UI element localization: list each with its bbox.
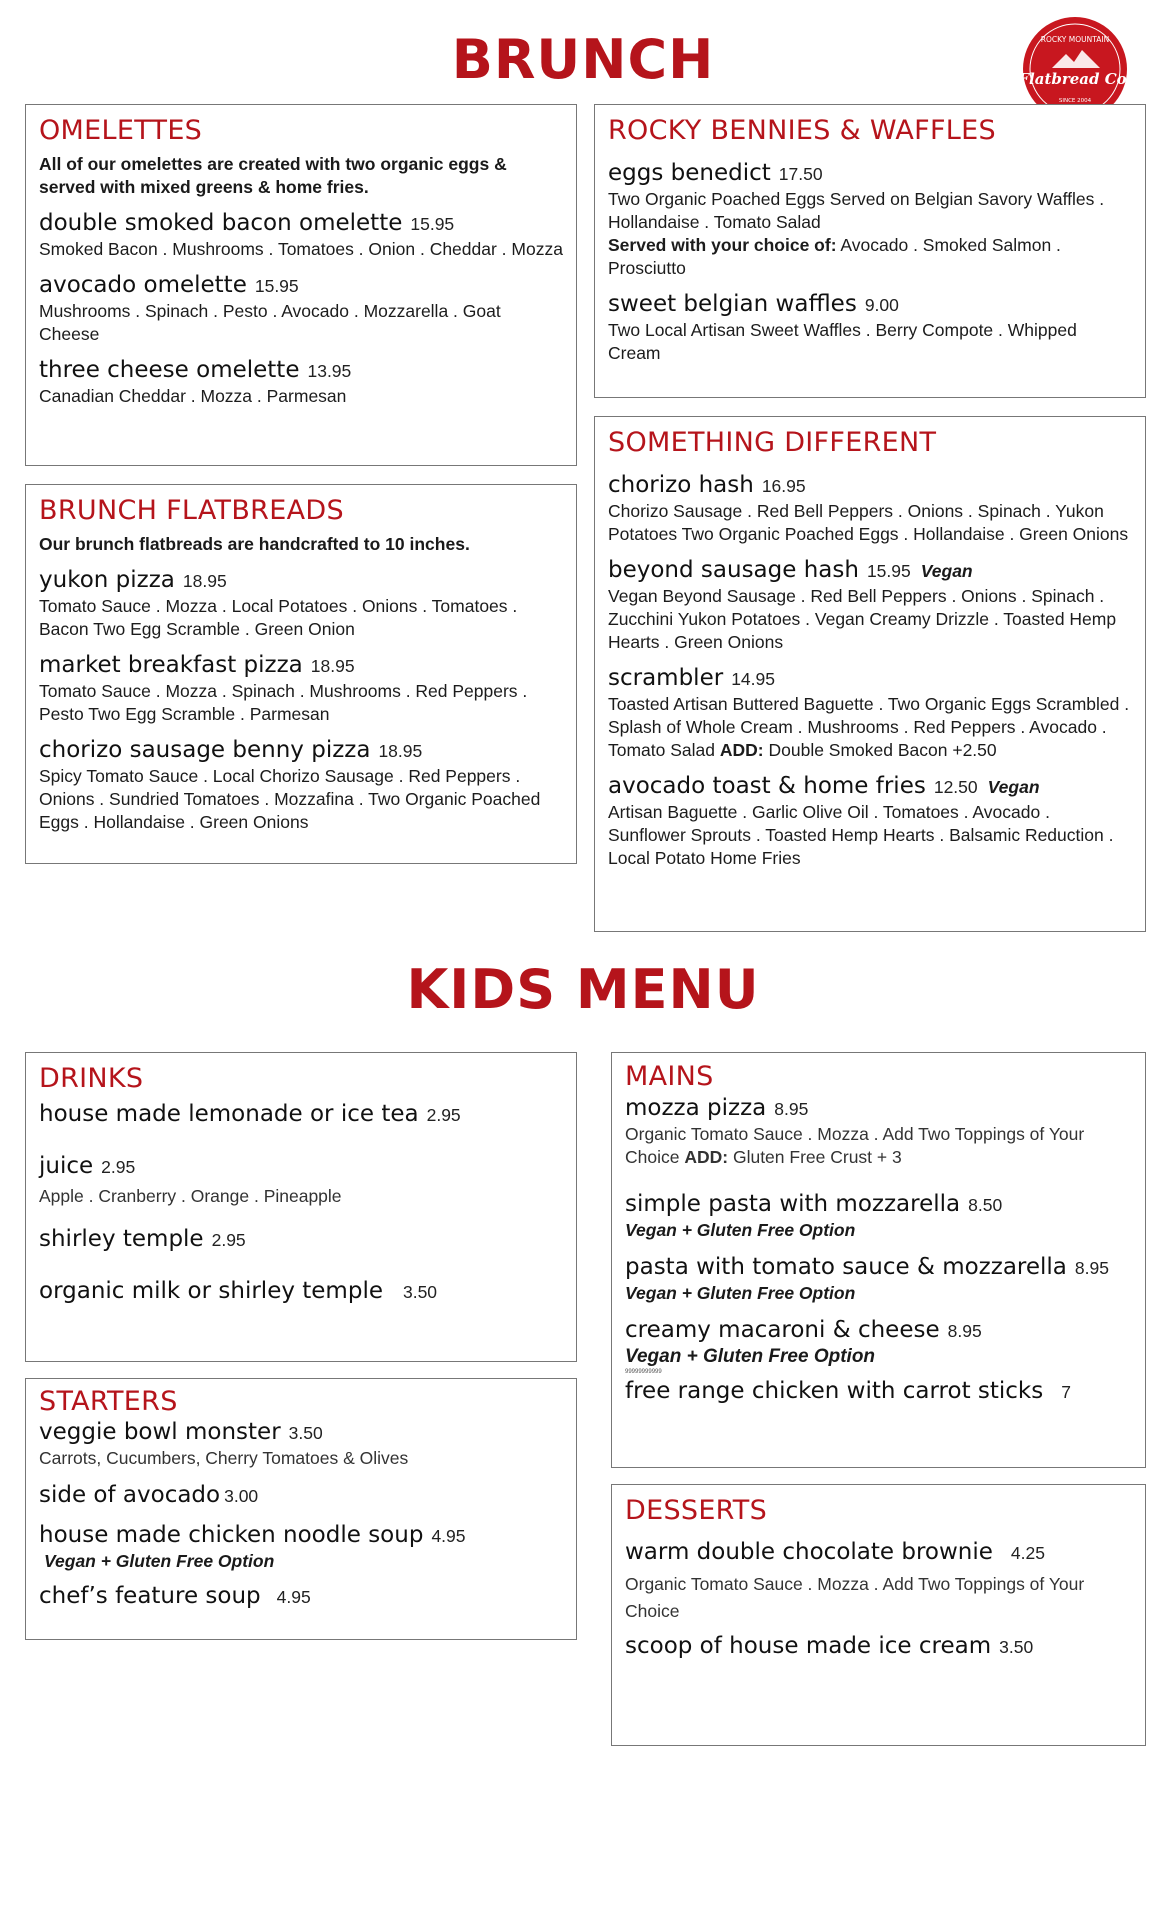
item-price: 18.95 [378,741,423,761]
svg-text:SINCE 2004: SINCE 2004 [1058,98,1092,104]
item-price: 2.95 [211,1230,246,1250]
item-name: beyond sausage hash [608,557,859,583]
item-price: 9.00 [864,295,899,315]
item-name: side of avocado [39,1482,221,1508]
item-name: market breakfast pizza [39,652,303,678]
kids-menu-title: KIDS MENU [406,958,760,1021]
item-price: 3.00 [224,1486,259,1506]
menu-item [39,1520,563,1573]
item-price: 8.95 [774,1099,809,1119]
item-name: simple pasta with mozzarella [625,1191,961,1217]
menu-item [39,1417,563,1470]
item-description: Canadian Cheddar . Mozza . Parmesan [39,386,347,406]
item-name: mozza pizza [625,1095,767,1121]
item-price: 16.95 [761,476,806,496]
item-price: 8.95 [1074,1258,1109,1278]
item-description: Spicy Tomato Sauce . Local Chorizo Sausage . Red Peppers . Onions . Sundried Tomatoes . Mozzafina . Two Organic Poached Eggs . Hollandaise . Green Onions [39,766,541,832]
item-description: Chorizo Sausage . Red Bell Peppers . Onions . Spinach . Yukon Potatoes Two Organic Poached Eggs . Hollandaise . Green Onions [608,501,1129,544]
item-name: juice [39,1153,94,1179]
item-price: 15.95 [866,561,911,581]
section-heading: BRUNCH FLATBREADS [39,495,344,526]
menu-item [39,208,563,261]
item-description: Artisan Baguette . Garlic Olive Oil . Tomatoes . Avocado . Sunflower Sprouts . Toasted Hemp Hearts . Balsamic Reduction . Local Potato Home Fries [608,802,1114,868]
section-heading: OMELETTES [39,115,203,146]
section-heading: STARTERS [39,1386,178,1417]
drinks-section [25,1052,577,1362]
item-price: 7 [1061,1382,1071,1402]
menu-item [39,1480,563,1510]
section-intro: Our brunch flatbreads are handcrafted to 10 inches. [39,534,470,554]
menu-item [39,1224,563,1254]
item-description: Organic Tomato Sauce . Mozza . Add Two Toppings of Your Choice [625,1574,1085,1621]
menu-item [608,555,1132,654]
menu-item [608,158,1132,280]
item-price: 2.95 [101,1157,136,1177]
menu-item [608,771,1132,870]
menu-item [39,355,563,408]
item-description: Tomato Sauce . Mozza . Spinach . Mushrooms . Red Peppers . Pesto Two Egg Scramble . Parmesan [39,681,528,724]
vegan-gluten-free-option: Vegan + Gluten Free Option [44,1551,275,1571]
section-heading: MAINS [625,1061,714,1092]
item-price: 4.95 [276,1587,311,1607]
menu-item [625,1093,1132,1169]
section-heading: ROCKY BENNIES & WAFFLES [608,115,996,146]
menu-item [625,1252,1132,1305]
item-name: shirley temple [39,1226,204,1252]
item-price: 2.95 [426,1105,461,1125]
menu-item [608,663,1132,762]
menu-item [625,1189,1132,1242]
menu-item [39,1581,563,1611]
vegan-gluten-free-option: Vegan + Gluten Free Option [625,1220,856,1240]
item-price: 3.50 [999,1637,1034,1657]
item-name: yukon pizza [39,567,175,593]
item-name: double smoked bacon omelette [39,210,403,236]
item-name: free range chicken with carrot sticks [625,1378,1044,1404]
item-name: house made chicken noodle soup [39,1522,424,1548]
svg-text:Flatbread Co.: Flatbread Co. [1022,70,1128,88]
item-name: warm double chocolate brownie [625,1539,993,1565]
desserts-section [611,1484,1146,1746]
menu-item [625,1315,1132,1368]
item-name: organic milk or shirley temple [39,1278,383,1304]
item-description: Organic Tomato Sauce . Mozza . Add Two Toppings of Your Choice ADD: Gluten Free Crust + 3 [625,1124,1085,1167]
item-price: 13.95 [307,361,352,381]
vegan-gluten-free-option: Vegan + Gluten Free Option [625,1346,876,1367]
item-name: scoop of house made ice cream [625,1633,992,1659]
flatbreads-section [25,484,577,864]
item-price: 4.25 [1010,1543,1045,1563]
item-price: 8.95 [947,1321,982,1341]
item-name: veggie bowl monster [39,1419,281,1445]
menu-item [39,1099,563,1129]
item-description: Apple . Cranberry . Orange . Pineapple [39,1186,342,1206]
item-name: chorizo sausage benny pizza [39,737,371,763]
brunch-title: BRUNCH [451,28,715,91]
menu-item [625,1368,1132,1406]
menu-item [39,650,563,726]
item-description: Toasted Artisan Buttered Baguette . Two Organic Eggs Scrambled . Splash of Whole Cream . Mushrooms . Red Peppers . Avocado . Tomato Salad ADD: Double Smoked Bacon +2.50 [608,694,1130,760]
item-price: 18.95 [182,571,227,591]
omelettes-section [25,104,577,466]
item-description: Tomato Sauce . Mozza . Local Potatoes . Onions . Tomatoes . Bacon Two Egg Scramble . Green Onion [39,596,518,639]
menu-item [608,470,1132,546]
menu-item [608,289,1132,365]
vegan-tag: Vegan [920,561,973,581]
item-name: chef’s feature soup [39,1583,261,1609]
item-price: 17.50 [778,164,823,184]
item-price: 3.50 [402,1282,438,1302]
item-description: Mushrooms . Spinach . Pesto . Avocado . Mozzarella . Goat Cheese [39,301,501,344]
menu-item [39,270,563,346]
item-name: avocado toast & home fries [608,773,926,799]
item-price: 14.95 [731,669,775,689]
item-price: 15.95 [410,214,455,234]
stray-text: 99999999999 [625,1369,662,1375]
item-description: Smoked Bacon . Mushrooms . Tomatoes . Onion . Cheddar . Mozza [39,239,563,259]
item-price: 15.95 [254,276,299,296]
menu-item [625,1631,1132,1661]
menu-item [39,735,563,834]
item-name: chorizo hash [608,472,754,498]
item-price: 8.50 [968,1195,1003,1215]
section-heading: SOMETHING DIFFERENT [608,427,937,458]
item-name: sweet belgian waffles [608,291,857,317]
svg-text:ROCKY MOUNTAIN: ROCKY MOUNTAIN [1040,35,1110,44]
item-price: 12.50 [933,777,978,797]
item-price: 3.50 [288,1423,323,1443]
item-description: Two Organic Poached Eggs Served on Belgian Savory Waffles . Hollandaise . Tomato Salad Served with your choice of: Avocado . Smoked Salmon . Prosciutto [608,189,1105,278]
vegan-tag: Vegan [987,777,1040,797]
item-name: scrambler [608,665,724,691]
section-heading: DESSERTS [625,1495,768,1526]
item-description: Two Local Artisan Sweet Waffles . Berry Compote . Whipped Cream [608,320,1077,363]
item-name: three cheese omelette [39,357,300,383]
menu-item [625,1537,1132,1625]
item-price: 18.95 [310,656,355,676]
menu-item [39,565,563,641]
item-name: creamy macaroni & cheese [625,1317,940,1343]
item-description: Carrots, Cucumbers, Cherry Tomatoes & Olives [39,1448,409,1468]
vegan-gluten-free-option: Vegan + Gluten Free Option [625,1283,856,1303]
item-price: 4.95 [431,1526,466,1546]
bennies-section [594,104,1146,398]
menu-item [39,1276,563,1306]
item-name: avocado omelette [39,272,247,298]
starters-section [25,1378,577,1640]
item-name: eggs benedict [608,160,771,186]
item-name: pasta with tomato sauce & mozzarella [625,1254,1067,1280]
different-section [594,416,1146,932]
section-intro: All of our omelettes are created with two organic eggs & served with mixed greens & home fries. [39,154,507,197]
item-description: Vegan Beyond Sausage . Red Bell Peppers . Onions . Spinach . Zucchini Yukon Potatoes . Vegan Creamy Drizzle . Toasted Hemp Hearts . Green Onions [608,586,1117,652]
mains-section [611,1052,1146,1468]
menu-item [39,1151,563,1208]
item-name: house made lemonade or ice tea [39,1101,419,1127]
section-heading: DRINKS [39,1063,144,1094]
